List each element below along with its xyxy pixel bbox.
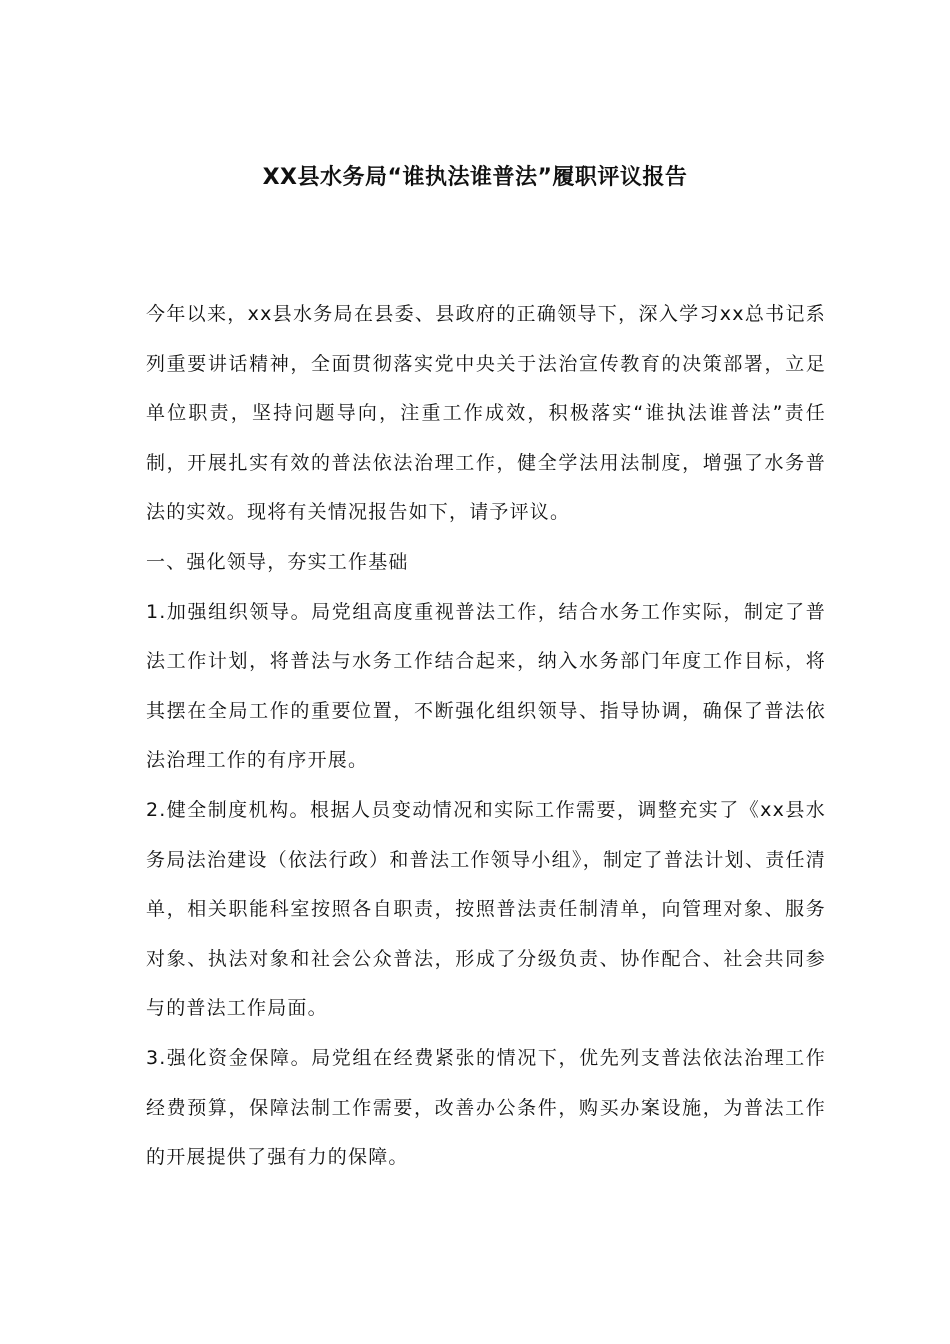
section-heading-1: 一、强化领导，夯实工作基础 [146,550,409,573]
paragraph-item-2: 2.健全制度机构。根据人员变动情况和实际工作需要，调整充实了《xx县水务局法治建设（依法行政）和普法工作领导小组》，制定了普法计划、责任清单，相关职能科室按照各自职责，按照普法责任制清单，向管理对象、服务对象、执法对象和社会公众普法，形成了分级负责、协作配合、社会共同参与的普法工作局面。 [146,798,826,1020]
paragraph-intro: 今年以来，xx县水务局在县委、县政府的正确领导下，深入学习xx总书记系列重要讲话精神，全面贯彻落实党中央关于法治宣传教育的决策部署，立足单位职责，坚持问题导向，注重工作成效，积极落实“谁执法谁普法”责任制，开展扎实有效的普法依法治理工作，健全学法用法制度，增强了水务普法的实效。现将有关情况报告如下，请予评议。 [146,303,826,524]
document-title: XX县水务局“谁执法谁普法”履职评议报告 [262,165,688,190]
paragraph-item-3: 3.强化资金保障。局党组在经费紧张的情况下，优先列支普法依法治理工作经费预算，保障法制工作需要，改善办公条件，购买办案设施，为普法工作的开展提供了强有力的保障。 [146,1046,826,1169]
paragraph-item-1: 1.加强组织领导。局党组高度重视普法工作，结合水务工作实际，制定了普法工作计划，将普法与水务工作结合起来，纳入水务部门年度工作目标，将其摆在全局工作的重要位置，不断强化组织领导、指导协调，确保了普法依法治理工作的有序开展。 [146,600,826,772]
document-body [146,290,826,1183]
